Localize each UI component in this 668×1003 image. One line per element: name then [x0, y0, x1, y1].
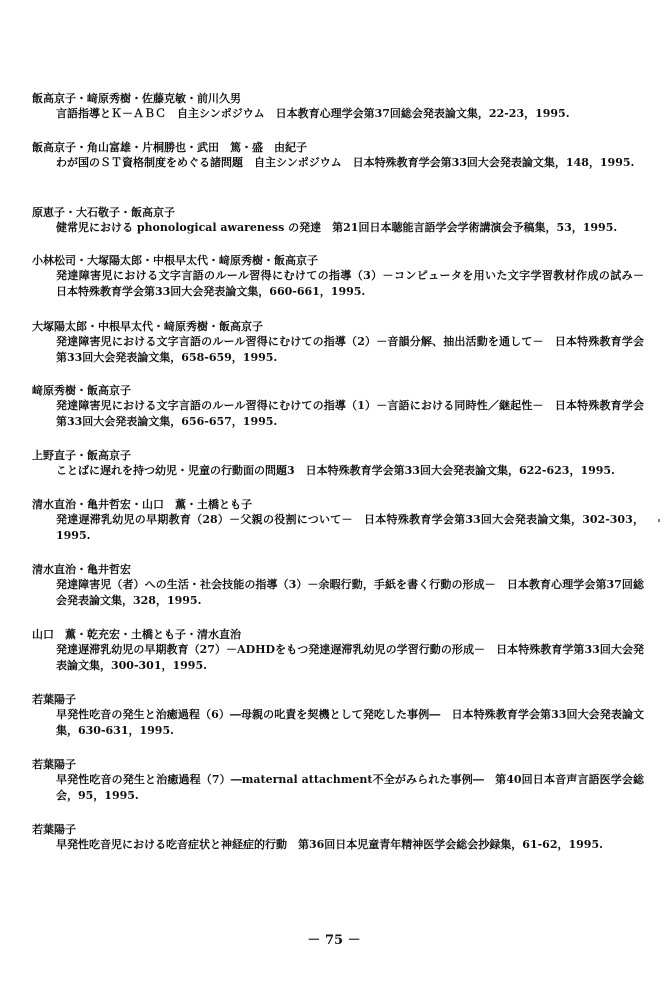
reference-entry [32, 497, 642, 544]
page-number: － 75 － [307, 933, 361, 948]
reference-citation: わが国のＳＴ資格制度をめぐる諸問題 自主シンポジウム 日本特殊教育学会第33回大会発表論文集，148，1995. [56, 156, 635, 169]
reference-authors: 飯高京子・角山富雄・片桐勝也・武田 篤・盛 由紀子 [32, 141, 307, 154]
reference-authors: 飯高京子・﨑原秀樹・佐藤克敏・前川久男 [32, 92, 241, 105]
reference-entry [32, 627, 642, 674]
reference-entry [32, 562, 642, 609]
reference-entry [32, 140, 642, 171]
reference-authors: 若葉陽子 [32, 758, 76, 771]
reference-citation: 発達障害児における文字言語のルール習得にむけての指導（1）－言語における同時性／継起性－ 日本特殊教育学会第33回大会発表論文集，656-657，1995. [56, 399, 644, 428]
reference-citation: 早発性吃音の発生と治癒過程（6）―母親の叱責を契機として発吃した事例― 日本特殊教育学会第33回大会発表論文集，630-631，1995. [56, 708, 644, 737]
reference-authors: 若葉陽子 [32, 693, 76, 706]
reference-authors: 清水直治・亀井哲宏 [32, 563, 131, 576]
reference-entry [32, 91, 642, 122]
reference-authors: 若葉陽子 [32, 823, 76, 836]
reference-citation: 早発性吃音児における吃音症状と神経症的行動 第36回日本児童青年精神医学会総会抄録集，61-62，1995. [56, 838, 603, 851]
reference-entry [32, 692, 642, 739]
reference-citation: 発達障害児（者）への生活・社会技能の指導（3）－余暇行動，手紙を書く行動の形成－ 日本教育心理学会第37回総会発表論文集，328，1995. [56, 578, 644, 607]
reference-authors: 上野直子・飯高京子 [32, 449, 131, 462]
reference-entry [32, 383, 642, 430]
reference-citation: 言語指導とＫ－ＡＢＣ 自主シンポジウム 日本教育心理学会第37回総会発表論文集，22-23，1995. [56, 107, 570, 120]
reference-citation: 発達障害児における文字言語のルール習得にむけての指導（3）－コンピュータを用いた文字学習教材作成の試み－ 日本特殊教育学会第33回大会発表論文集，660-661，1995. [56, 269, 655, 298]
reference-entry [32, 205, 642, 236]
reference-citation: 早発性吃音の発生と治癒過程（7）―maternal attachment不全がみられた事例― 第40回日本音声言語医学会総会，95，1995. [56, 773, 644, 802]
reference-citation: 発達障害児における文字言語のルール習得にむけての指導（2）－音韻分解、抽出活動を通して－ 日本特殊教育学会第33回大会発表論文集，658-659，1995. [56, 335, 644, 364]
reference-citation: 健常児における phonological awareness の発達 第21回日本聴能言語学会学術講演会予稿集，53，1995. [56, 221, 618, 234]
reference-authors: 小林松司・大塚陽太郎・中根早太代・﨑原秀樹・飯高京子 [32, 254, 318, 267]
reference-entry [32, 253, 655, 300]
reference-entry [32, 448, 642, 479]
reference-authors: 原恵子・大石敬子・飯高京子 [32, 206, 175, 219]
reference-authors: 﨑原秀樹・飯高京子 [32, 384, 131, 397]
reference-entry [32, 757, 642, 804]
reference-citation: 発達遅滞乳幼児の早期教育（28）－父親の役割について－ 日本特殊教育学会第33回大会発表論文集，302-303，1995. [56, 513, 644, 542]
reference-authors: 山口 薫・乾充宏・土橋とも子・清水直治 [32, 628, 241, 641]
reference-authors: 大塚陽太郎・中根早太代・﨑原秀樹・飯高京子 [32, 320, 263, 333]
reference-citation: 発達遅滞乳幼児の早期教育（27）－ADHDをもつ発達遅滞乳幼児の学習行動の形成－ 日本特殊教育学第33回大会発表論文集，300-301，1995. [56, 643, 644, 672]
reference-authors: 清水直治・亀井哲宏・山口 薫・土橋とも子 [32, 498, 252, 511]
reference-citation: ことばに遅れを持つ幼児・児童の行動面の問題3 日本特殊教育学会第33回大会発表論文集，622-623，1995. [56, 464, 615, 477]
reference-entry [32, 319, 642, 366]
reference-entry [32, 822, 642, 853]
scan-speck [658, 519, 660, 522]
